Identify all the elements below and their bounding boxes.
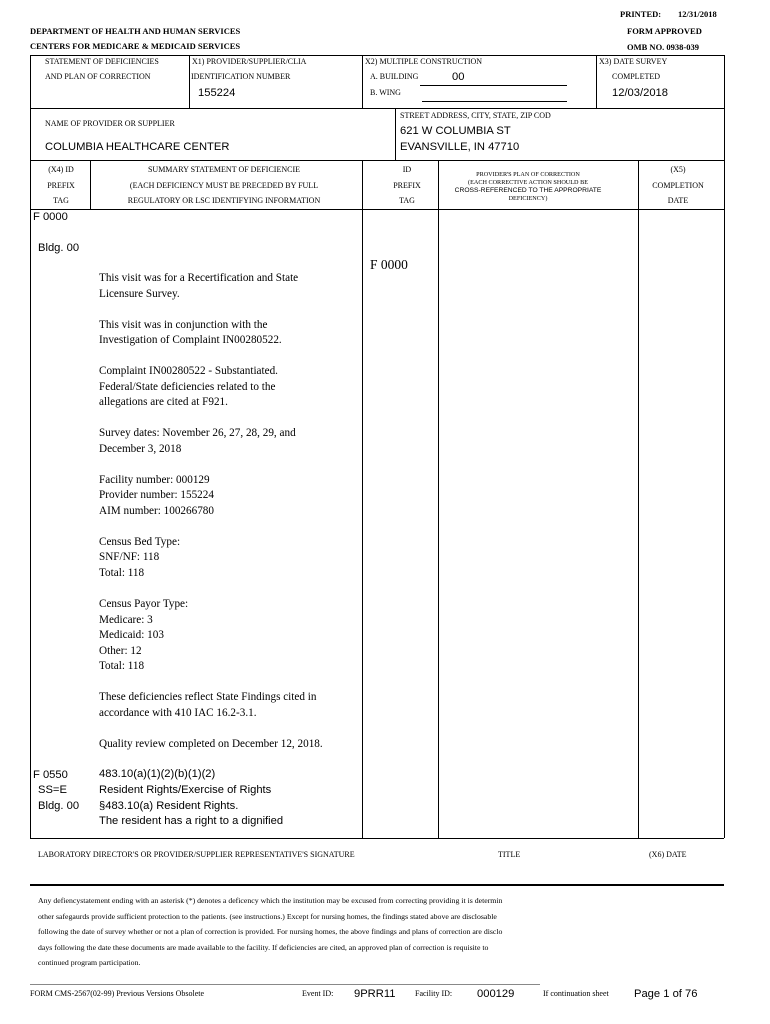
scope-severity-tag: SS=E	[38, 784, 67, 796]
summary-line: SNF/NF: 118	[99, 551, 160, 564]
omb-number: OMB NO. 0938-039	[627, 42, 700, 52]
regulation-line: Resident Rights/Exercise of Rights	[99, 783, 272, 796]
summary-line: accordance with 410 IAC 16.2-3.1.	[99, 706, 257, 719]
regulation-line: §483.10(a) Resident Rights.	[99, 799, 239, 812]
table-bottom-rule	[30, 838, 724, 839]
disclaimer-line: other safegaurds provide sufficient protection to the patients. (see instructions.) Except for nursing homes, the findings stated above are disclosable	[38, 911, 497, 921]
summary-line: Total: 118	[99, 660, 145, 673]
id-header-1: ID	[402, 165, 412, 174]
summary-paragraph	[99, 473, 323, 520]
summary-line: Federal/State deficiencies related to the	[99, 380, 276, 393]
construction-label: X2) MULTIPLE CONSTRUCTION	[365, 57, 483, 66]
deficiency-regulation-text	[99, 767, 283, 830]
city-state-zip: EVANSVILLE, IN 47710	[400, 141, 520, 153]
provider-id-label-1: X1) PROVIDER/SUPPLIER/CLIA	[192, 57, 307, 66]
summary-header-3: REGULATORY OR LSC IDENTIFYING INFORMATION	[127, 196, 321, 205]
x5-header-3: DATE	[667, 196, 689, 205]
title-label: TITLE	[498, 850, 521, 859]
table-header-bottom-rule	[30, 209, 724, 210]
summary-paragraph	[99, 364, 323, 411]
form-approved: FORM APPROVED	[627, 26, 702, 36]
summary-paragraph	[99, 426, 323, 457]
summary-paragraph	[99, 690, 323, 721]
signature-label: LABORATORY DIRECTOR'S OR PROVIDER/SUPPLIER REPRESENTATIVE'S SIGNATURE	[38, 850, 355, 859]
wing-underline	[422, 101, 567, 102]
summary-line: Other: 12	[99, 644, 142, 657]
facility-id-value: 000129	[477, 988, 515, 1000]
header-divider-x2	[362, 55, 363, 108]
header-divider-x3	[596, 55, 597, 108]
plan-header-2: (EACH CORRECTIVE ACTION SHOULD BE	[468, 179, 588, 186]
summary-line: Investigation of Complaint IN00280522.	[99, 334, 282, 347]
survey-date-label-2: COMPLETED	[612, 72, 660, 81]
building-underline	[420, 85, 567, 86]
summary-line: Census Bed Type:	[99, 535, 181, 548]
facility-id-label: Facility ID:	[415, 989, 453, 998]
survey-date-value: 12/03/2018	[612, 87, 668, 99]
right-border	[724, 55, 725, 838]
summary-paragraph	[99, 597, 323, 675]
summary-line: Provider number: 155224	[99, 489, 214, 502]
header-divider-x1	[189, 55, 190, 108]
summary-paragraph	[99, 737, 323, 753]
regulation-line: 483.10(a)(1)(2)(b)(1)(2)	[99, 768, 216, 781]
plan-header-1: PROVIDER'S PLAN OF CORRECTION	[476, 171, 580, 178]
x5-header-2: COMPLETION	[652, 181, 704, 190]
department-name: DEPARTMENT OF HEALTH AND HUMAN SERVICES	[30, 26, 241, 36]
centers-name: CENTERS FOR MEDICARE & MEDICAID SERVICES	[30, 41, 241, 51]
form-number: FORM CMS-2567(02-99) Previous Versions Obsolete	[30, 989, 205, 998]
summary-line: Medicare: 3	[99, 613, 153, 626]
page-number: Page 1 of 76	[634, 988, 698, 1000]
x4-header-2: PREFIX	[47, 181, 75, 190]
printed-label: PRINTED:	[620, 9, 662, 19]
summary-line: allegations are cited at F921.	[99, 396, 228, 409]
deficiency-summary-text	[99, 271, 323, 768]
wing-label: B. WING	[370, 88, 401, 97]
column-divider-id	[438, 160, 439, 838]
provider-name-label: NAME OF PROVIDER OR SUPPLIER	[45, 119, 175, 128]
printed-date: 12/31/2018	[678, 9, 717, 19]
summary-line: Medicaid: 103	[99, 629, 164, 642]
summary-line: Quality review completed on December 12, 2018.	[99, 737, 323, 750]
event-id-value: 9PRR11	[354, 988, 396, 1000]
x4-header-1: (X4) ID	[48, 165, 74, 174]
disclaimer-text	[38, 893, 502, 971]
summary-line: Facility number: 000129	[99, 473, 210, 486]
building-label: A. BUILDING	[370, 72, 419, 81]
signature-bottom-rule	[30, 884, 724, 886]
summary-line: Total: 118	[99, 566, 145, 579]
continuation-label: If continuation sheet	[543, 989, 609, 998]
summary-line: This visit was for a Recertification and State	[99, 272, 299, 285]
column-divider-plan	[638, 160, 639, 838]
event-id-label: Event ID:	[302, 989, 334, 998]
summary-line: Survey dates: November 26, 27, 28, 29, and	[99, 427, 296, 440]
footer-top-rule	[30, 984, 540, 985]
provider-id-value: 155224	[198, 87, 236, 99]
disclaimer-line: continued program participation.	[38, 958, 141, 968]
plan-header-4: DEFICIENCY)	[508, 195, 548, 202]
id-prefix-tag: F 0000	[370, 257, 408, 272]
prefix-tag: F 0550	[33, 769, 68, 781]
statement-label-2: AND PLAN OF CORRECTION	[45, 72, 151, 81]
street-address: 621 W COLUMBIA ST	[400, 125, 511, 137]
disclaimer-line: Any defiencystatement ending with an asterisk (*) denotes a deficency which the institution may be excused from correcting providing it is determin	[38, 896, 503, 906]
id-header-3: TAG	[399, 196, 415, 205]
summary-paragraph	[99, 535, 323, 582]
provider-divider	[395, 108, 396, 160]
summary-line: AIM number: 100266780	[99, 504, 214, 517]
summary-paragraph	[99, 318, 323, 349]
statement-label-1: STATEMENT OF DEFICIENCIES	[45, 57, 159, 66]
provider-name: COLUMBIA HEALTHCARE CENTER	[45, 141, 230, 153]
summary-header-1: SUMMARY STATEMENT OF DEFICIENCIE	[147, 165, 301, 174]
building-tag: Bldg. 00	[38, 800, 80, 812]
summary-paragraph	[99, 271, 323, 302]
summary-line: Licensure Survey.	[99, 287, 180, 300]
survey-date-label-1: X3) DATE SURVEY	[599, 57, 668, 66]
disclaimer-line: following the date of survey whether or not a plan of correction is provided. For nursing homes, the above findings and plans of correction are disclo	[38, 927, 503, 937]
prefix-tag: F 0000	[33, 211, 68, 223]
summary-line: This visit was in conjunction with the	[99, 318, 268, 331]
x4-header-3: TAG	[53, 196, 69, 205]
summary-header-2: (EACH DEFICIENCY MUST BE PRECEDED BY FULL	[129, 181, 319, 190]
address-label: STREET ADDRESS, CITY, STATE, ZIP COD	[400, 111, 551, 120]
summary-line: These deficiencies reflect State Findings cited in	[99, 691, 317, 704]
plan-header-3: CROSS-REFERENCED TO THE APPROPRIATE	[454, 187, 602, 194]
x6-date-label: (X6) DATE	[649, 850, 687, 859]
summary-line: Complaint IN00280522 - Substantiated.	[99, 365, 278, 378]
provider-box-bottom-rule	[30, 160, 724, 161]
x5-header-1: (X5)	[670, 165, 686, 174]
disclaimer-line: days following the date these documents are made available to the facility. If deficiencies are cited, an approved plan of correction is requisite to	[38, 942, 489, 952]
building-tag: Bldg. 00	[38, 242, 80, 254]
provider-id-label-2: IDENTIFICATION NUMBER	[191, 72, 291, 81]
regulation-line: The resident has a right to a dignified	[99, 815, 284, 828]
summary-line: Census Payor Type:	[99, 598, 189, 611]
id-header-2: PREFIX	[393, 181, 421, 190]
building-value: 00	[452, 71, 465, 83]
summary-line: December 3, 2018	[99, 442, 182, 455]
header-box-bottom-rule	[30, 108, 724, 109]
column-divider-summary	[362, 160, 363, 838]
